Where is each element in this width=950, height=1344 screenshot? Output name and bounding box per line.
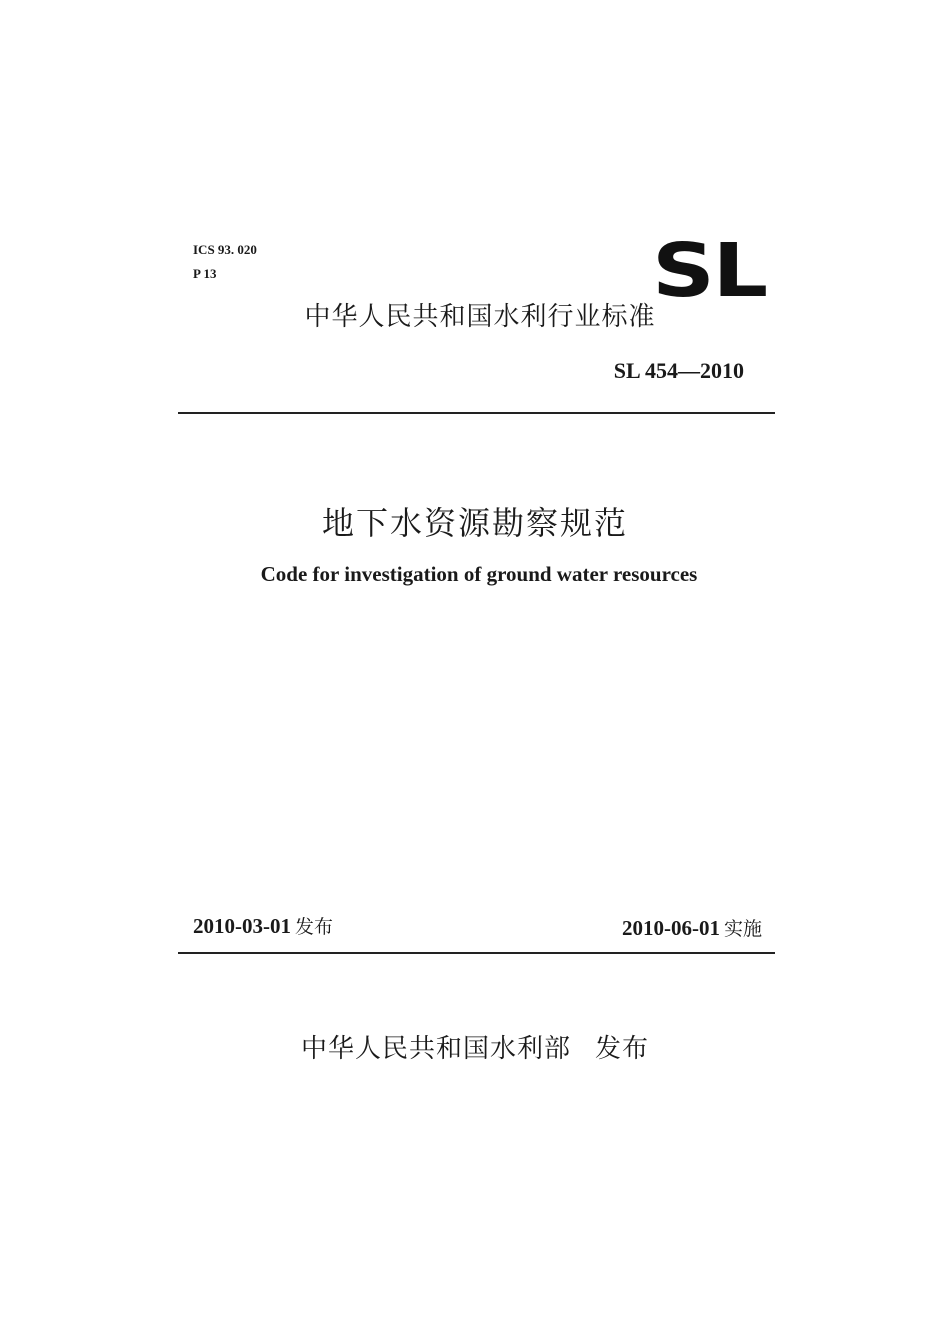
issue-label: 发布 [295, 916, 334, 938]
ics-code: ICS 93. 020 [193, 242, 257, 257]
document-title-chinese: 地下水资源勘察规范 [321, 504, 628, 542]
implementation-date-line [622, 914, 762, 943]
implementation-date: 2010-06-01 [621, 916, 720, 940]
publish-label: 发布 [595, 1034, 650, 1064]
standard-number: SL 454—2010 [613, 358, 744, 383]
sl-logo: SL [652, 228, 766, 314]
publisher-name: 中华人民共和国水利部 [300, 1034, 571, 1064]
top-divider [178, 412, 775, 414]
standard-category: 中华人民共和国水利行业标准 [304, 302, 656, 332]
document-title-english: Code for investigation of ground water resources [260, 562, 698, 586]
issue-date: 2010-03-01 [193, 914, 291, 938]
publisher-line [0, 1032, 950, 1066]
implementation-label: 实施 [723, 918, 762, 940]
classification-code: P 13 [193, 266, 217, 281]
issue-date-line [193, 912, 333, 941]
bottom-divider [178, 952, 775, 954]
